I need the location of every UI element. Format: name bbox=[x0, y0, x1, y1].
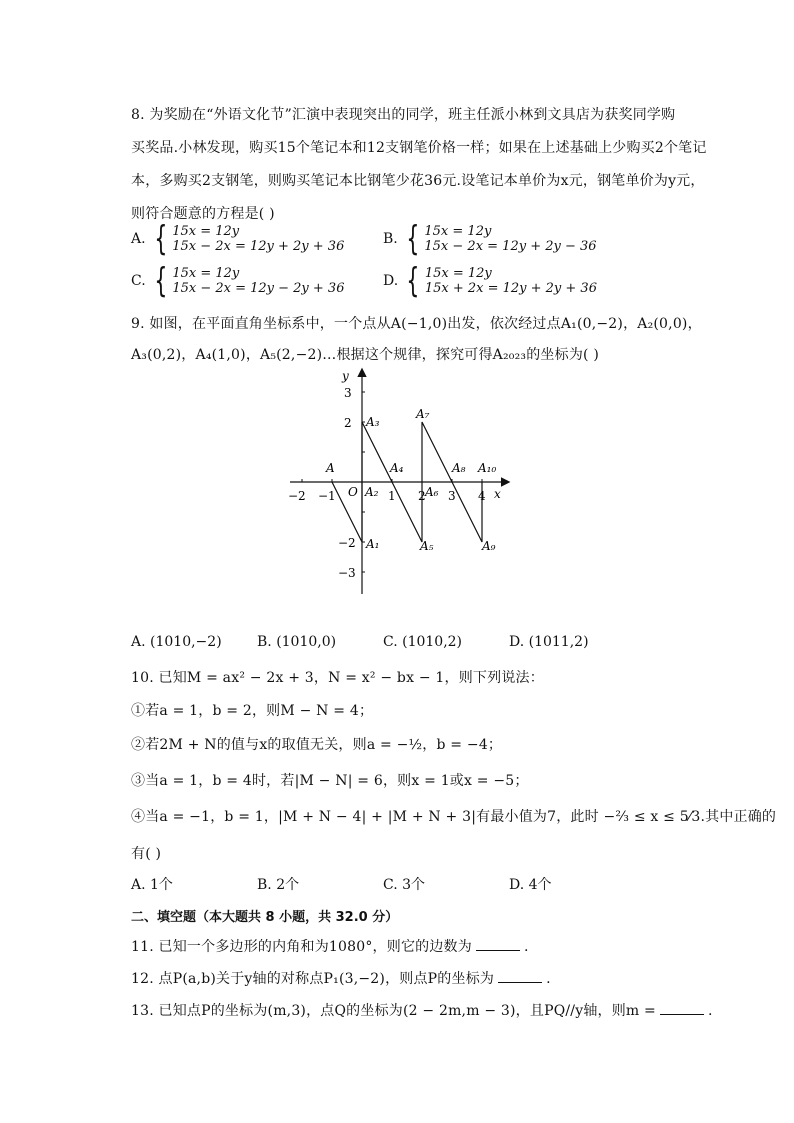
q12-end: . bbox=[546, 971, 551, 987]
x-tick-label: −2 bbox=[288, 489, 306, 503]
option-label: C. bbox=[131, 273, 146, 289]
equation: 15x = 12y bbox=[424, 266, 492, 281]
q9-option-c[interactable]: C. (1010,2) bbox=[383, 634, 463, 650]
q12 bbox=[131, 968, 551, 988]
q8-option-d[interactable] bbox=[383, 261, 597, 301]
q10-statement-3: ③当a = 1，b = 4时，若|M − N| = 6，则x = 1或x = −5； bbox=[131, 773, 529, 789]
equation: 15x − 2x = 12y + 2y + 36 bbox=[172, 239, 345, 254]
brace-icon: { bbox=[406, 261, 420, 301]
q9-line-2: A₃(0,2)，A₄(1,0)，A₅(2,−2)…根据这个规律，探究可得A₂₀₂₃的坐标为( ) bbox=[131, 347, 599, 363]
y-axis-label: y bbox=[342, 369, 349, 383]
point-label-a6: A₆ bbox=[425, 485, 439, 499]
equation: 15x − 2x = 12y − 2y + 36 bbox=[172, 281, 345, 296]
x-axis-label: x bbox=[494, 487, 501, 501]
q13 bbox=[131, 1000, 713, 1020]
x-tick-label: 4 bbox=[478, 489, 486, 503]
point-label-a4: A₄ bbox=[390, 461, 404, 475]
y-tick-label: −2 bbox=[338, 536, 356, 550]
point-label-a1: A₁ bbox=[366, 537, 380, 551]
section-heading: 二、填空题（本大题共 8 小题，共 32.0 分） bbox=[131, 910, 399, 925]
q13-end: . bbox=[707, 1003, 713, 1019]
x-tick-label: −1 bbox=[318, 489, 336, 503]
option-label: D. bbox=[383, 273, 399, 289]
equation: 15x = 12y bbox=[424, 224, 492, 239]
equation: 15x + 2x = 12y + 2y + 36 bbox=[424, 281, 597, 296]
q8-line-3: 本，多购买2支钢笔，则购买笔记本比钢笔少花36元.设笔记本单价为x元，钢笔单价为y元， bbox=[131, 173, 705, 189]
q8-option-c[interactable] bbox=[131, 261, 345, 301]
q8-option-b[interactable] bbox=[383, 219, 597, 259]
point-label-a2: A₂ bbox=[365, 485, 379, 499]
answer-blank[interactable] bbox=[498, 970, 542, 983]
option-label: B. bbox=[383, 231, 398, 247]
q10-statement-1: ①若a = 1，b = 2，则M − N = 4； bbox=[131, 703, 374, 719]
point-label-a5: A₅ bbox=[420, 539, 434, 553]
q11 bbox=[131, 936, 529, 956]
q9-option-a[interactable]: A. (1010,−2) bbox=[131, 634, 222, 650]
x-tick-label: 2 bbox=[418, 489, 426, 503]
y-tick-label: −3 bbox=[338, 566, 356, 580]
q10-statement-4-end: 有( ) bbox=[131, 846, 162, 862]
x-tick-label: 1 bbox=[388, 489, 396, 503]
point-label-a3: A₃ bbox=[366, 415, 380, 429]
point-label-a10: A₁₀ bbox=[478, 461, 497, 475]
brace-icon: { bbox=[406, 219, 420, 259]
answer-blank[interactable] bbox=[660, 1002, 704, 1015]
q10-option-d[interactable]: D. 4个 bbox=[509, 877, 552, 893]
answer-blank[interactable] bbox=[476, 938, 520, 951]
q9-option-d[interactable]: D. (1011,2) bbox=[509, 634, 589, 650]
point-label-a7: A₇ bbox=[416, 407, 430, 421]
point-label-a9: A₉ bbox=[482, 539, 496, 553]
q8-line-2: 买奖品.小林发现，购买15个笔记本和12支钢笔价格一样；如果在上述基础上少购买2个笔记 bbox=[131, 140, 707, 156]
option-label: A. bbox=[131, 231, 146, 247]
q10-line-1: 10. 已知M = ax² − 2x + 3，N = x² − bx − 1，则下列说法： bbox=[131, 670, 544, 686]
q8-line-1: 8. 为奖励在“外语文化节”汇演中表现突出的同学，班主任派小林到文具店为获奖同学购 bbox=[131, 107, 676, 123]
equation: 15x = 12y bbox=[172, 224, 240, 239]
q11-end: . bbox=[523, 939, 529, 955]
q9-option-b[interactable]: B. (1010,0) bbox=[257, 634, 337, 650]
coordinate-figure bbox=[280, 362, 520, 602]
brace-icon: { bbox=[153, 219, 167, 259]
q10-option-c[interactable]: C. 3个 bbox=[383, 877, 426, 893]
point-label-a8: A₈ bbox=[452, 461, 466, 475]
q8-option-a[interactable] bbox=[131, 219, 345, 259]
point-label-a: A bbox=[326, 461, 335, 475]
equation: 15x − 2x = 12y + 2y − 36 bbox=[424, 239, 597, 254]
q12-text: 12. 点P(a,b)关于y轴的对称点P₁(3,−2)，则点P的坐标为 bbox=[131, 971, 495, 987]
y-tick-label: 2 bbox=[344, 416, 352, 430]
x-tick-label: 3 bbox=[448, 489, 456, 503]
q13-text: 13. 已知点P的坐标为(m,3)，点Q的坐标为(2 − 2m,m − 3)，且PQ//y轴，则m = bbox=[131, 1003, 656, 1019]
y-tick-label: 3 bbox=[344, 386, 352, 400]
q10-option-a[interactable]: A. 1个 bbox=[131, 877, 173, 893]
origin-label: O bbox=[348, 485, 358, 499]
q10-statement-4: ④当a = −1，b = 1，|M + N − 4| + |M + N + 3|有最小值为7，此时 −⅔ ≤ x ≤ 5⁄3.其中正确的 bbox=[131, 809, 777, 825]
q11-text: 11. 已知一个多边形的内角和为1080°，则它的边数为 bbox=[131, 939, 472, 955]
q10-option-b[interactable]: B. 2个 bbox=[257, 877, 300, 893]
equation: 15x = 12y bbox=[172, 266, 240, 281]
q8-line-4: 则符合题意的方程是( ) bbox=[131, 206, 275, 222]
q9-line-1: 9. 如图，在平面直角坐标系中，一个点从A(−1,0)出发，依次经过点A₁(0,−2)，A₂(0,0)， bbox=[131, 316, 702, 332]
brace-icon: { bbox=[154, 261, 167, 301]
q10-statement-2: ②若2M + N的值与x的取值无关，则a = −½，b = −4； bbox=[131, 737, 503, 753]
